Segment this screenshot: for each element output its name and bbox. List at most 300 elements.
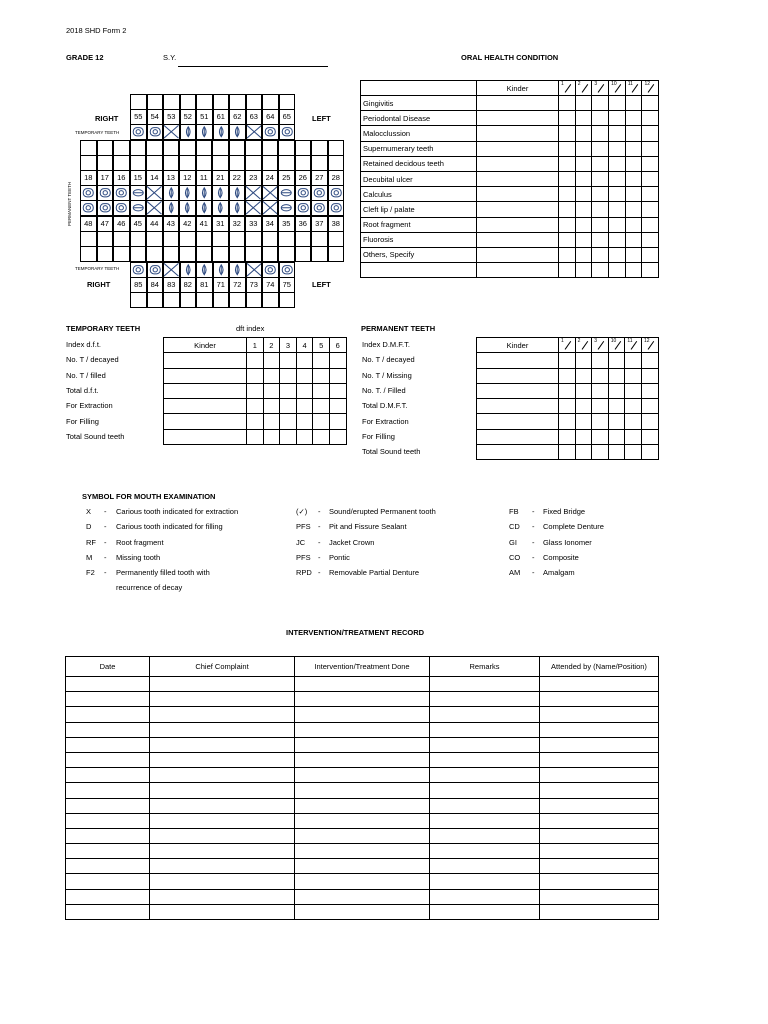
tooth-symbol-cell[interactable] [245,200,262,216]
tooth-blank-cell[interactable] [130,292,147,308]
tooth-blank-cell[interactable] [311,155,328,171]
entry-cell[interactable] [280,368,297,383]
entry-cell[interactable] [150,798,295,813]
tooth-symbol-cell[interactable] [130,200,147,216]
entry-cell[interactable] [559,247,576,262]
entry-cell[interactable] [609,111,626,126]
tooth-blank-cell[interactable] [163,292,180,308]
entry-cell[interactable] [592,353,609,368]
entry-cell[interactable] [540,768,659,783]
entry-cell[interactable] [641,414,658,429]
entry-cell[interactable] [625,126,642,141]
entry-cell[interactable] [164,368,247,383]
tooth-blank-cell[interactable] [229,246,246,262]
tooth-blank-cell[interactable] [213,94,230,110]
entry-cell[interactable] [575,96,592,111]
tooth-blank-cell[interactable] [97,155,114,171]
tooth-blank-cell[interactable] [97,140,114,156]
tooth-blank-cell[interactable] [163,155,180,171]
entry-cell[interactable] [625,156,642,171]
entry-cell[interactable] [477,353,559,368]
entry-cell[interactable] [625,232,642,247]
entry-cell[interactable] [296,368,313,383]
entry-cell[interactable] [642,263,659,278]
tooth-blank-cell[interactable] [146,140,163,156]
entry-cell[interactable] [164,414,247,429]
tooth-blank-cell[interactable] [279,94,296,110]
entry-cell[interactable] [66,677,150,692]
tooth-blank-cell[interactable] [245,140,262,156]
entry-cell[interactable] [592,232,609,247]
entry-cell[interactable] [295,677,430,692]
entry-cell[interactable] [313,383,330,398]
tooth-blank-cell[interactable] [146,246,163,262]
tooth-blank-cell[interactable] [245,246,262,262]
tooth-blank-cell[interactable] [179,155,196,171]
entry-cell[interactable] [295,783,430,798]
tooth-blank-cell[interactable] [229,231,246,247]
entry-cell[interactable] [295,722,430,737]
entry-cell[interactable] [430,768,540,783]
tooth-blank-cell[interactable] [113,246,130,262]
entry-cell[interactable] [609,141,626,156]
tooth-blank-cell[interactable] [80,231,97,247]
tooth-blank-cell[interactable] [97,246,114,262]
tooth-blank-cell[interactable] [279,292,296,308]
entry-cell[interactable] [559,383,576,398]
entry-cell[interactable] [280,383,297,398]
tooth-symbol-cell[interactable] [278,185,295,201]
tooth-symbol-cell[interactable] [163,200,180,216]
tooth-symbol-cell[interactable] [262,185,279,201]
entry-cell[interactable] [295,874,430,889]
entry-cell[interactable] [559,202,576,217]
entry-cell[interactable] [280,414,297,429]
entry-cell[interactable] [477,445,559,460]
tooth-blank-cell[interactable] [262,246,279,262]
tooth-blank-cell[interactable] [328,140,345,156]
entry-cell[interactable] [609,247,626,262]
tooth-blank-cell[interactable] [130,140,147,156]
entry-cell[interactable] [329,368,346,383]
entry-cell[interactable] [430,904,540,919]
entry-cell[interactable] [609,156,626,171]
entry-cell[interactable] [247,429,264,444]
entry-cell[interactable] [575,247,592,262]
tooth-blank-cell[interactable] [130,94,147,110]
entry-cell[interactable] [430,737,540,752]
tooth-blank-cell[interactable] [262,140,279,156]
entry-cell[interactable] [642,111,659,126]
entry-cell[interactable] [592,111,609,126]
entry-cell[interactable] [559,414,576,429]
tooth-blank-cell[interactable] [295,231,312,247]
tooth-symbol-cell[interactable] [196,124,213,140]
entry-cell[interactable] [608,414,625,429]
entry-cell[interactable] [575,383,592,398]
entry-cell[interactable] [559,263,576,278]
entry-cell[interactable] [625,445,642,460]
entry-cell[interactable] [575,445,592,460]
tooth-symbol-cell[interactable] [196,262,213,278]
entry-cell[interactable] [592,171,609,186]
entry-cell[interactable] [625,96,642,111]
entry-cell[interactable] [150,828,295,843]
entry-cell[interactable] [625,429,642,444]
entry-cell[interactable] [575,368,592,383]
tooth-blank-cell[interactable] [180,292,197,308]
tooth-blank-cell[interactable] [196,155,213,171]
entry-cell[interactable] [559,111,576,126]
entry-cell[interactable] [592,156,609,171]
tooth-symbol-cell[interactable] [163,185,180,201]
entry-cell[interactable] [540,783,659,798]
entry-cell[interactable] [430,828,540,843]
tooth-blank-cell[interactable] [130,231,147,247]
entry-cell[interactable] [625,414,642,429]
tooth-blank-cell[interactable] [295,155,312,171]
tooth-symbol-cell[interactable] [229,200,246,216]
tooth-blank-cell[interactable] [311,231,328,247]
entry-cell[interactable] [642,247,659,262]
entry-cell[interactable] [329,383,346,398]
entry-cell[interactable] [66,904,150,919]
entry-cell[interactable] [477,368,559,383]
entry-cell[interactable] [625,217,642,232]
entry-cell[interactable] [592,217,609,232]
entry-cell[interactable] [296,429,313,444]
entry-cell[interactable] [575,217,592,232]
entry-cell[interactable] [430,889,540,904]
entry-cell[interactable] [477,171,559,186]
tooth-blank-cell[interactable] [130,246,147,262]
tooth-blank-cell[interactable] [278,231,295,247]
entry-cell[interactable] [540,904,659,919]
entry-cell[interactable] [477,232,559,247]
tooth-blank-cell[interactable] [278,155,295,171]
entry-cell[interactable] [263,353,280,368]
entry-cell[interactable] [559,368,576,383]
entry-cell[interactable] [247,353,264,368]
entry-cell[interactable] [592,141,609,156]
entry-cell[interactable] [150,707,295,722]
tooth-blank-cell[interactable] [262,94,279,110]
tooth-blank-cell[interactable] [163,94,180,110]
tooth-symbol-cell[interactable] [328,185,345,201]
entry-cell[interactable] [641,368,658,383]
tooth-blank-cell[interactable] [146,231,163,247]
entry-cell[interactable] [263,429,280,444]
entry-cell[interactable] [642,126,659,141]
tooth-symbol-cell[interactable] [245,185,262,201]
tooth-symbol-cell[interactable] [130,185,147,201]
entry-cell[interactable] [625,187,642,202]
entry-cell[interactable] [477,399,559,414]
entry-cell[interactable] [164,429,247,444]
tooth-symbol-cell[interactable] [295,185,312,201]
tooth-blank-cell[interactable] [113,155,130,171]
tooth-blank-cell[interactable] [328,155,345,171]
entry-cell[interactable] [66,874,150,889]
tooth-symbol-cell[interactable] [196,185,213,201]
tooth-blank-cell[interactable] [229,94,246,110]
entry-cell[interactable] [540,722,659,737]
entry-cell[interactable] [540,707,659,722]
entry-cell[interactable] [430,722,540,737]
tooth-blank-cell[interactable] [262,292,279,308]
tooth-symbol-cell[interactable] [213,124,230,140]
entry-cell[interactable] [150,768,295,783]
entry-cell[interactable] [575,263,592,278]
entry-cell[interactable] [540,813,659,828]
entry-cell[interactable] [280,399,297,414]
entry-cell[interactable] [592,429,609,444]
entry-cell[interactable] [575,429,592,444]
entry-cell[interactable] [592,383,609,398]
entry-cell[interactable] [592,187,609,202]
tooth-blank-cell[interactable] [229,140,246,156]
entry-cell[interactable] [295,844,430,859]
entry-cell[interactable] [295,904,430,919]
sy-line[interactable] [178,65,328,67]
entry-cell[interactable] [295,798,430,813]
tooth-blank-cell[interactable] [80,246,97,262]
entry-cell[interactable] [625,247,642,262]
entry-cell[interactable] [575,353,592,368]
entry-cell[interactable] [642,141,659,156]
entry-cell[interactable] [592,368,609,383]
entry-cell[interactable] [430,798,540,813]
tooth-blank-cell[interactable] [246,94,263,110]
tooth-symbol-cell[interactable] [311,185,328,201]
entry-cell[interactable] [609,96,626,111]
entry-cell[interactable] [66,813,150,828]
tooth-blank-cell[interactable] [147,94,164,110]
tooth-blank-cell[interactable] [179,246,196,262]
entry-cell[interactable] [625,202,642,217]
entry-cell[interactable] [592,247,609,262]
tooth-symbol-cell[interactable] [80,185,97,201]
entry-cell[interactable] [150,677,295,692]
entry-cell[interactable] [609,187,626,202]
entry-cell[interactable] [575,187,592,202]
entry-cell[interactable] [609,126,626,141]
entry-cell[interactable] [66,828,150,843]
entry-cell[interactable] [575,399,592,414]
entry-cell[interactable] [150,752,295,767]
entry-cell[interactable] [66,722,150,737]
tooth-symbol-cell[interactable] [262,200,279,216]
entry-cell[interactable] [592,263,609,278]
entry-cell[interactable] [430,844,540,859]
entry-cell[interactable] [66,889,150,904]
entry-cell[interactable] [66,692,150,707]
entry-cell[interactable] [477,126,559,141]
tooth-symbol-cell[interactable] [147,262,164,278]
entry-cell[interactable] [641,445,658,460]
tooth-symbol-cell[interactable] [229,185,246,201]
entry-cell[interactable] [296,414,313,429]
entry-cell[interactable] [641,429,658,444]
entry-cell[interactable] [625,368,642,383]
tooth-symbol-cell[interactable] [262,124,279,140]
entry-cell[interactable] [150,692,295,707]
entry-cell[interactable] [625,111,642,126]
entry-cell[interactable] [150,874,295,889]
entry-cell[interactable] [642,202,659,217]
entry-cell[interactable] [540,692,659,707]
entry-cell[interactable] [609,232,626,247]
tooth-symbol-cell[interactable] [113,185,130,201]
entry-cell[interactable] [296,399,313,414]
tooth-symbol-cell[interactable] [279,262,296,278]
entry-cell[interactable] [540,798,659,813]
tooth-blank-cell[interactable] [245,155,262,171]
entry-cell[interactable] [642,96,659,111]
tooth-blank-cell[interactable] [212,155,229,171]
entry-cell[interactable] [608,368,625,383]
entry-cell[interactable] [575,414,592,429]
entry-cell[interactable] [592,399,609,414]
entry-cell[interactable] [296,383,313,398]
entry-cell[interactable] [430,707,540,722]
entry-cell[interactable] [329,399,346,414]
entry-cell[interactable] [430,813,540,828]
entry-cell[interactable] [477,187,559,202]
tooth-symbol-cell[interactable] [147,124,164,140]
tooth-blank-cell[interactable] [196,246,213,262]
tooth-symbol-cell[interactable] [212,185,229,201]
tooth-symbol-cell[interactable] [130,262,147,278]
entry-cell[interactable] [313,429,330,444]
entry-cell[interactable] [430,692,540,707]
entry-cell[interactable] [609,202,626,217]
entry-cell[interactable] [296,353,313,368]
tooth-symbol-cell[interactable] [179,185,196,201]
entry-cell[interactable] [540,677,659,692]
entry-cell[interactable] [592,414,609,429]
entry-cell[interactable] [295,813,430,828]
entry-cell[interactable] [477,263,559,278]
entry-cell[interactable] [66,707,150,722]
entry-cell[interactable] [164,399,247,414]
entry-cell[interactable] [477,429,559,444]
tooth-blank-cell[interactable] [196,94,213,110]
entry-cell[interactable] [329,414,346,429]
tooth-symbol-cell[interactable] [278,200,295,216]
entry-cell[interactable] [625,263,642,278]
tooth-blank-cell[interactable] [113,140,130,156]
entry-cell[interactable] [150,889,295,904]
entry-cell[interactable] [66,783,150,798]
entry-cell[interactable] [430,677,540,692]
tooth-symbol-cell[interactable] [196,200,213,216]
tooth-symbol-cell[interactable] [246,124,263,140]
tooth-blank-cell[interactable] [278,140,295,156]
entry-cell[interactable] [540,844,659,859]
entry-cell[interactable] [295,889,430,904]
tooth-blank-cell[interactable] [328,231,345,247]
entry-cell[interactable] [540,737,659,752]
tooth-blank-cell[interactable] [246,292,263,308]
tooth-blank-cell[interactable] [245,231,262,247]
entry-cell[interactable] [263,399,280,414]
entry-cell[interactable] [150,783,295,798]
tooth-blank-cell[interactable] [113,231,130,247]
entry-cell[interactable] [540,752,659,767]
entry-cell[interactable] [477,383,559,398]
entry-cell[interactable] [575,202,592,217]
tooth-blank-cell[interactable] [179,231,196,247]
tooth-blank-cell[interactable] [262,231,279,247]
entry-cell[interactable] [477,414,559,429]
tooth-blank-cell[interactable] [146,155,163,171]
entry-cell[interactable] [150,859,295,874]
entry-cell[interactable] [150,737,295,752]
entry-cell[interactable] [164,353,247,368]
tooth-symbol-cell[interactable] [179,200,196,216]
entry-cell[interactable] [559,353,576,368]
entry-cell[interactable] [559,217,576,232]
entry-cell[interactable] [642,217,659,232]
entry-cell[interactable] [295,828,430,843]
entry-cell[interactable] [641,383,658,398]
entry-cell[interactable] [625,399,642,414]
entry-cell[interactable] [66,859,150,874]
tooth-symbol-cell[interactable] [146,185,163,201]
entry-cell[interactable] [295,707,430,722]
entry-cell[interactable] [559,445,576,460]
entry-cell[interactable] [247,414,264,429]
tooth-symbol-cell[interactable] [163,262,180,278]
entry-cell[interactable] [313,414,330,429]
entry-cell[interactable] [608,445,625,460]
entry-cell[interactable] [592,202,609,217]
tooth-symbol-cell[interactable] [246,262,263,278]
entry-cell[interactable] [592,96,609,111]
entry-cell[interactable] [540,859,659,874]
entry-cell[interactable] [477,247,559,262]
entry-cell[interactable] [313,353,330,368]
entry-cell[interactable] [575,126,592,141]
entry-cell[interactable] [313,368,330,383]
entry-cell[interactable] [263,368,280,383]
entry-cell[interactable] [559,156,576,171]
entry-cell[interactable] [625,141,642,156]
entry-cell[interactable] [164,383,247,398]
tooth-blank-cell[interactable] [229,292,246,308]
entry-cell[interactable] [559,187,576,202]
entry-cell[interactable] [477,217,559,232]
entry-cell[interactable] [430,752,540,767]
tooth-blank-cell[interactable] [179,140,196,156]
tooth-symbol-cell[interactable] [295,200,312,216]
entry-cell[interactable] [295,692,430,707]
entry-cell[interactable] [295,859,430,874]
tooth-symbol-cell[interactable] [328,200,345,216]
tooth-symbol-cell[interactable] [180,262,197,278]
tooth-symbol-cell[interactable] [213,262,230,278]
tooth-blank-cell[interactable] [163,231,180,247]
entry-cell[interactable] [642,156,659,171]
entry-cell[interactable] [575,232,592,247]
tooth-blank-cell[interactable] [212,140,229,156]
tooth-blank-cell[interactable] [180,94,197,110]
entry-cell[interactable] [641,353,658,368]
tooth-symbol-cell[interactable] [97,200,114,216]
tooth-blank-cell[interactable] [163,140,180,156]
entry-cell[interactable] [329,429,346,444]
